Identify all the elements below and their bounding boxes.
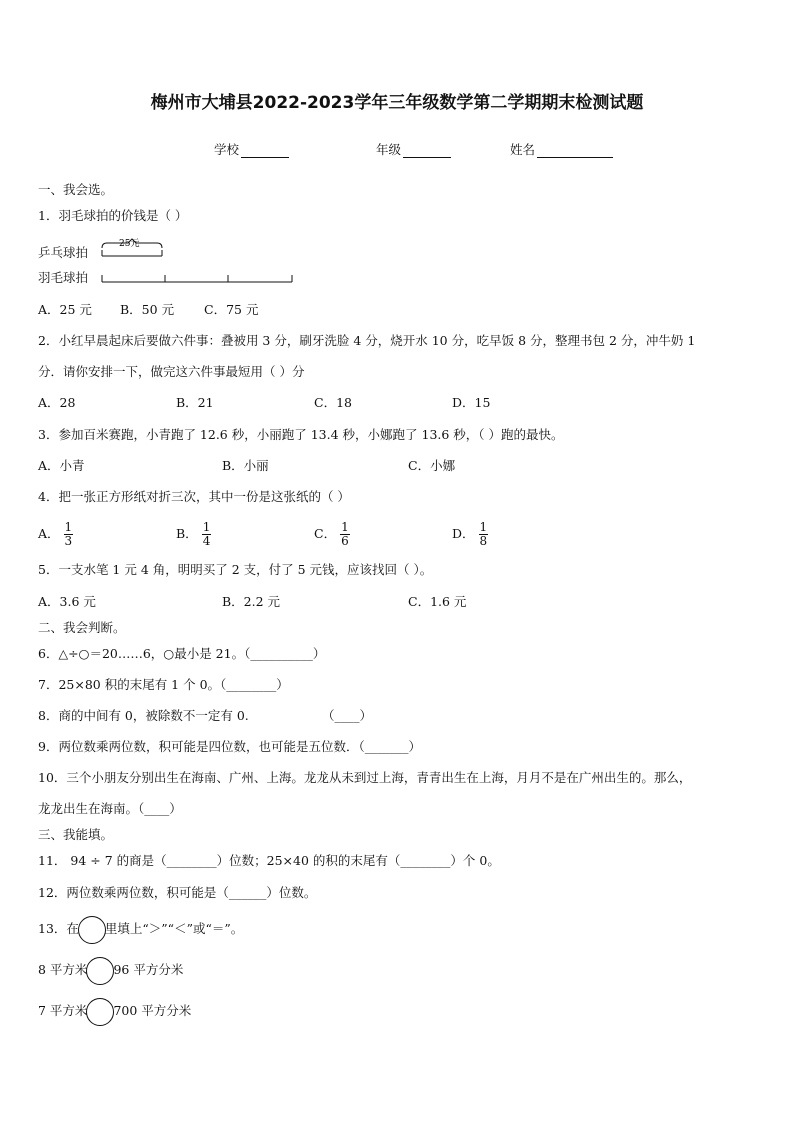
numerator: 1 — [479, 520, 488, 534]
q1-pingpong-label: 乒乓球拍 — [38, 245, 89, 260]
q4-option-c[interactable] — [314, 518, 350, 550]
q5-text: 5．一支水笔 1 元 4 角，明明买了 2 支，付了 5 元钱，应该找回（ ）。 — [38, 562, 433, 577]
q3-option-c[interactable]: C．小娜 — [408, 458, 456, 473]
q4-option-b-label: B． — [176, 526, 198, 541]
grade-label: 年级 — [376, 142, 402, 157]
name-label: 姓名 — [510, 142, 536, 157]
name-field[interactable] — [510, 142, 613, 158]
q5-option-c[interactable]: C．1.6 元 — [408, 594, 467, 609]
school-blank[interactable] — [241, 145, 289, 158]
q9-text[interactable]: 9．两位数乘两位数，积可能是四位数，也可能是五位数．（_______） — [38, 739, 421, 754]
school-field[interactable] — [214, 142, 289, 158]
q3-option-b[interactable]: B．小丽 — [222, 458, 269, 473]
q4-option-b-fraction — [202, 521, 212, 548]
cmp2-left: 7 平方米 — [38, 1003, 88, 1018]
q13-pre: 13．在 — [38, 921, 79, 936]
q13-text — [38, 915, 243, 943]
q2-option-d[interactable]: D．15 — [452, 395, 491, 410]
q6-text[interactable]: 6．△÷○＝20……6，○最小是 21。（__________） — [38, 646, 326, 661]
cmp2-answer-circle[interactable] — [86, 998, 114, 1026]
grade-blank[interactable] — [403, 145, 451, 158]
denominator: 4 — [202, 534, 211, 548]
cmp1-answer-circle[interactable] — [86, 957, 114, 985]
q1-badminton-label: 羽毛球拍 — [38, 270, 89, 285]
q1-text: 1．羽毛球拍的价钱是（ ） — [38, 208, 188, 223]
q1-option-a[interactable]: A．25 元 — [38, 302, 92, 317]
section3-heading: 三、我能填。 — [38, 827, 114, 842]
q2-option-b[interactable]: B．21 — [176, 395, 214, 410]
section2-heading: 二、我会判断。 — [38, 620, 126, 635]
q5-option-b[interactable]: B．2.2 元 — [222, 594, 281, 609]
q1-bar-diagram — [98, 236, 298, 286]
cmp1-right: 96 平方分米 — [113, 962, 184, 977]
q3-text: 3．参加百米赛跑，小青跑了 12.6 秒，小丽跑了 13.4 秒，小娜跑了 13.6 秒，（ ）跑的最快。 — [38, 427, 564, 442]
cmp2-right: 700 平方分米 — [113, 1003, 192, 1018]
q2-option-a[interactable]: A．28 — [38, 395, 76, 410]
q11-text[interactable]: 11． 94 ÷ 7 的商是（________）位数；25×40 的积的末尾有（________）个 0。 — [38, 853, 500, 868]
q2-line2: 分．请你安排一下，做完这六件事最短用（ ）分 — [38, 364, 305, 379]
numerator: 1 — [341, 520, 349, 534]
q4-option-c-label: C． — [314, 526, 337, 541]
cmp1-left: 8 平方米 — [38, 962, 88, 977]
denominator: 8 — [479, 534, 488, 548]
q7-text[interactable]: 7．25×80 积的末尾有 1 个 0。（________） — [38, 677, 289, 692]
q5-option-a[interactable]: A．3.6 元 — [38, 594, 96, 609]
q4-option-a[interactable] — [38, 518, 73, 550]
q12-text[interactable]: 12．两位数乘两位数，积可能是（______）位数。 — [38, 885, 317, 900]
q4-option-d-label: D． — [452, 526, 475, 541]
q1-option-c[interactable]: C．75 元 — [204, 302, 259, 317]
q13-post: 里填上“＞”“＜”或“＝”。 — [104, 921, 244, 936]
name-blank[interactable] — [537, 145, 613, 158]
q1-price-label: 25元 — [119, 239, 140, 249]
q3-option-a[interactable]: A．小青 — [38, 458, 85, 473]
q13-circle-icon — [78, 916, 106, 944]
page-title: 梅州市大埔县2022-2023学年三年级数学第二学期期末检测试题 — [150, 93, 644, 113]
q8-text: 8．商的中间有 0，被除数不一定有 0. — [38, 708, 249, 723]
q4-option-a-label: A． — [38, 526, 60, 541]
grade-field[interactable] — [376, 142, 451, 158]
q4-option-d-fraction — [479, 521, 489, 548]
q10-line1: 10．三个小朋友分别出生在海南、广州、上海。龙龙从未到过上海，青青出生在上海，月月不是在广州出生的。那么， — [38, 770, 692, 785]
denominator: 3 — [64, 534, 73, 548]
q1-option-b[interactable]: B．50 元 — [120, 302, 175, 317]
numerator: 1 — [64, 520, 73, 534]
q2-option-c[interactable]: C．18 — [314, 395, 352, 410]
school-label: 学校 — [214, 142, 240, 157]
q10-line2[interactable]: 龙龙出生在海南。（____） — [38, 801, 182, 816]
q4-option-b[interactable] — [176, 518, 211, 550]
numerator: 1 — [202, 520, 211, 534]
q2-line1: 2．小红早晨起床后要做六件事：叠被用 3 分，刷牙洗脸 4 分，烧开水 10 分，吃早饭 8 分，整理书包 2 分，冲牛奶 1 — [38, 333, 696, 348]
q4-option-a-fraction — [64, 521, 74, 548]
compare-row-1 — [38, 956, 183, 984]
q8-answer-blank[interactable]: （____） — [322, 708, 373, 723]
q4-option-c-fraction — [340, 521, 350, 548]
denominator: 6 — [341, 534, 349, 548]
q4-text: 4．把一张正方形纸对折三次，其中一份是这张纸的（ ） — [38, 489, 350, 504]
compare-row-2 — [38, 997, 191, 1025]
section1-heading: 一、我会选。 — [38, 182, 114, 197]
q4-option-d[interactable] — [452, 518, 488, 550]
